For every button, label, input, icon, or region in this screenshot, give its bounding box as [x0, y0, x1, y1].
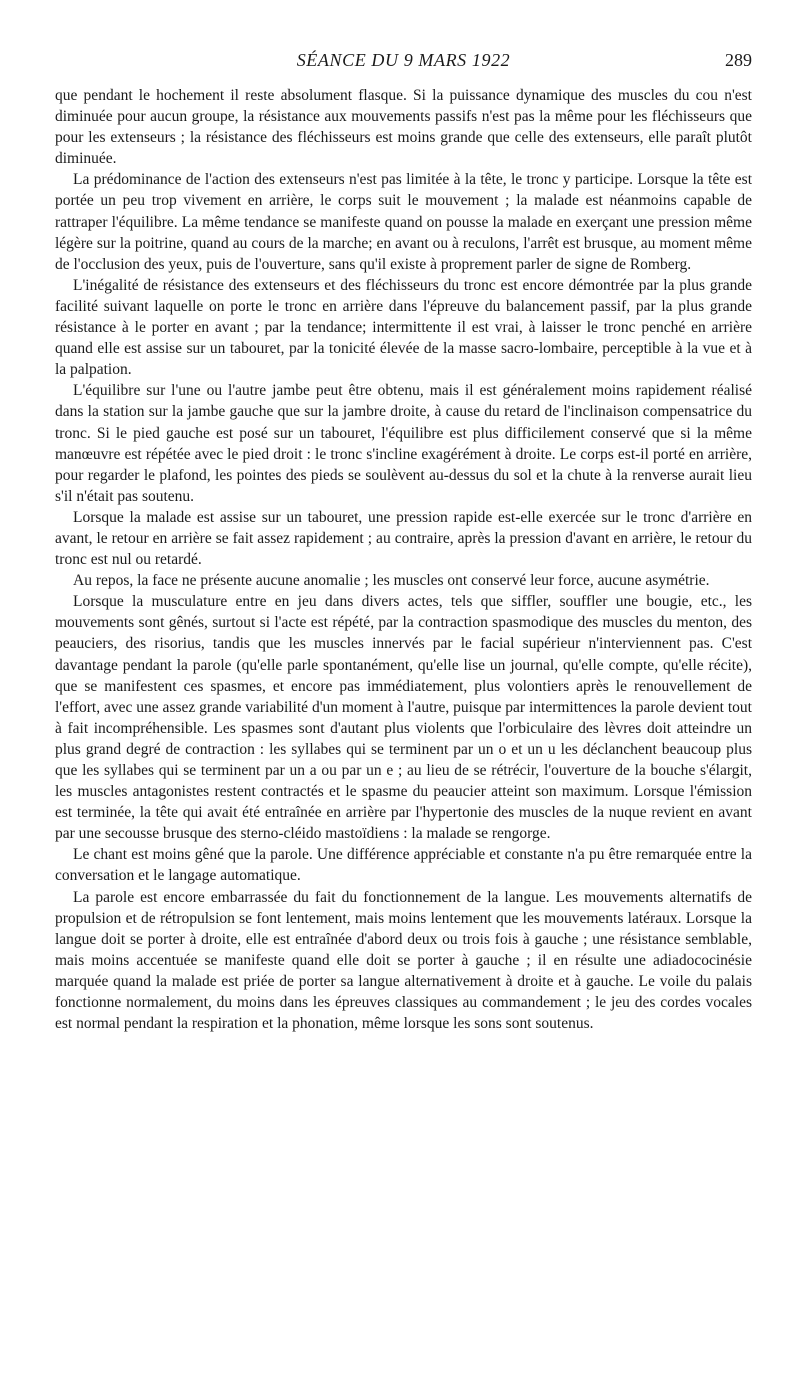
paragraph: L'inégalité de résistance des extenseurs et des fléchisseurs du tronc est encore démontrée par la plus grande facilité suivant laquelle on porte le tronc en arrière dans l'épreuve du balancement passif, par la plus grande résistance à le porter en avant ; par la tendance; intermittente il est vrai, à laisser le tronc penché en arrière quand elle est assise sur un tabouret, par la tonicité élevée de la masse sacro-lombaire, perceptible à la vue et à la palpation.: [55, 276, 752, 379]
paragraph: La parole est encore embarrassée du fait du fonctionnement de la langue. Les mouvements alternatifs de propulsion et de rétropulsion se font lentement, mais moins lentement que les mouvements latéraux. Lorsque la langue doit se porter à droite, elle est entraînée d'abord deux ou trois fois à gauche ; une résistance semblable, mais moins accentuée se manifeste quand elle doit se porter à gauche ; il en résulte une adiadococinésie marquée quand la malade est priée de porter sa langue alternativement à droite et à gauche. Le voile du palais fonctionne normalement, du moins dans les épreuves classiques au commandement ; le jeu des cordes vocales est normal pendant la respiration et la phonation, même lorsque les sons sont soutenus.: [55, 888, 752, 1033]
page-number: 289: [725, 50, 752, 70]
body-text: [55, 85, 752, 1034]
paragraph: L'équilibre sur l'une ou l'autre jambe peut être obtenu, mais il est généralement moins rapidement réalisé dans la station sur la jambe gauche que sur la jambre droite, à cause du retard de l'inclinaison compensatrice du tronc. Si le pied gauche est posé sur un tabouret, l'équilibre est plus difficilement conservé que si la même manœuvre est répétée avec le pied droit : le tronc s'incline exagérément à droite. Le corps est-il porté en arrière, pour regarder le plafond, les pointes des pieds se soulèvent au-dessus du sol et la chute à la renverse aurait lieu s'il n'était pas soutenu.: [55, 382, 752, 505]
paragraph: Le chant est moins gêné que la parole. Une différence appréciable et constante n'a pu être remarquée entre la conversation et le langage automatique.: [55, 846, 752, 885]
paragraph: Lorsque la malade est assise sur un tabouret, une pression rapide est-elle exercée sur le tronc d'arrière en avant, le retour en arrière se fait assez rapidement ; au contraire, après la pression d'avant en arrière, le retour du tronc est nul ou retardé.: [55, 508, 752, 569]
paragraph: Au repos, la face ne présente aucune anomalie ; les muscles ont conservé leur force, aucune asymétrie.: [73, 572, 710, 590]
paragraph: Lorsque la musculature entre en jeu dans divers actes, tels que siffler, souffler une bougie, etc., les mouvements sont gênés, surtout si l'acte est répété, par la contraction spasmodique des muscles du menton, des peauciers, des risorius, tandis que les muscles innervés par le facial supérieur n'interviennent pas. C'est davantage pendant la parole (qu'elle parle spontanément, qu'elle lise un journal, qu'elle compte, qu'elle récite), que se manifestent ces spasmes, et encore pas immédiatement, plus volontiers après le renouvellement de l'effort, avec une assez grande variabilité d'un moment à l'autre, puisque par intermittences la parole devient tout à fait incompréhensible. Les spasmes sont d'autant plus violents que l'orbiculaire des lèvres doit atteindre un plus grand degré de contraction : les syllabes qui se terminent par un o et un u les déclanchent beaucoup plus que les syllabes qui se terminent par un a ou par un e ; au lieu de se rétrécir, l'ouverture de la bouche s'élargit, les muscles antagonistes restent contractés et le spasme du peaucier atteint son maximum. Lorsque l'émission est terminée, la tête qui avait été entraînée en arrière par l'hypertonie des muscles de la nuque revient en avant par une secousse brusque des sterno-cléido mastoïdiens : la malade se rengorge.: [55, 593, 752, 843]
running-title: SÉANCE DU 9 MARS 1922: [296, 50, 511, 70]
paragraph: La prédominance de l'action des extenseurs n'est pas limitée à la tête, le tronc y participe. Lorsque la tête est portée un peu trop vivement en arrière, le corps suit le mouvement ; la malade est néanmoins capable de rattraper l'équilibre. La même tendance se manifeste quand on pousse la malade en exerçant une pression même légère sur la poitrine, quand au cours de la marche; en avant ou à reculons, l'arrêt est brusque, au moment même de l'occlusion des yeux, puis de l'ouverture, sans qu'il existe à proprement parler de signe de Romberg.: [55, 171, 752, 273]
paragraph: que pendant le hochement il reste absolument flasque. Si la puissance dynamique des muscles du cou n'est diminuée pour aucun groupe, la résistance aux mouvements passifs n'est pas la même pour les fléchisseurs que pour les extenseurs ; la résistance des fléchisseurs est moins grande que celle des extenseurs, elle paraît plutôt diminuée.: [55, 87, 752, 168]
page-header: [55, 50, 752, 74]
